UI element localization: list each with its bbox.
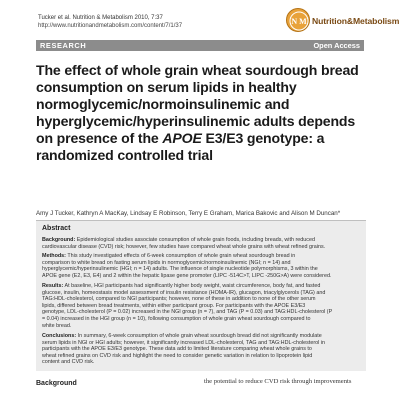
abstract-text: participants with the APOE E3/E3 genotype. These data add to limited literature comparing wheat whole grains to [42,346,312,353]
abstract-heading: Abstract [42,225,71,232]
abstract-text: content and CVD risk. [42,359,95,366]
journal-name: Nutrition&Metabolism [312,16,400,26]
journal-logo [286,8,400,36]
abstract-text: = 0.04) increased in the HGI group (n = 10), following consumption of whole grain wheat sourdough compared to [42,315,311,322]
abstract-text: This study investigated effects of 6-week consumption of whole grain wheat sourdough bread in [65,253,296,259]
abstract-text: hyperglycemic/hyperinsulinemic (HGI; n = 14) adults. The influence of single nucleotide polymorphisms, 3 within the [42,266,318,273]
open-access-label: Open Access [313,41,360,50]
title-line: randomized controlled trial [36,147,213,163]
section-label: Background: [42,237,76,243]
abstract-text: cardiovascular disease (CVD) risk; however, few studies have compared wheat whole grains with wheat refined grains. [42,243,326,250]
body-section-heading: Background [36,380,77,387]
title-line: consumption on serum lipids in healthy [36,79,297,95]
abstract-text: At baseline, HGI participants had significantly higher body weight, waist circumference, body fat, and fasted [63,283,321,289]
abstract-box [36,220,366,371]
abstract-text: glucose, insulin, homeostasis model assessment of insulin resistance (HOMA-IR), glucagon, triacylglycerols (TAG) and [42,289,326,296]
body-text-right-column: the potential to reduce CVD risk through improvements [204,378,352,385]
article-title [36,62,366,164]
title-fragment: E3/E3 genotype: a [201,130,325,146]
title-fragment: on presence of the [36,130,163,146]
title-line: hyperglycemic/hyperinsulinemic adults depends [36,113,356,129]
article-type-label: RESEARCH [40,41,87,50]
abstract-text: white bread. [42,322,72,329]
article-url-link[interactable]: http://www.nutritionandmetabolism.com/content/7/1/37 [38,23,183,29]
abstract-text: genotype, LDL-cholesterol (P = 0.02) increased in the NGI group (n = 7), and TAG (P = 0.03) and TAG:HDL-cholesterol (P [42,309,333,316]
abstract-background [42,237,360,250]
abstract-text: In summary, 6-week consumption of whole grain wheat sourdough bread did not significantly modulate [76,333,322,339]
journal-seal-icon [286,8,310,32]
abstract-text: Epidemiological studies associate consumption of whole grain foods, including breads, with reduced [75,237,315,243]
article-type-banner [36,40,364,51]
abstract-results [42,283,360,329]
citation-header [38,14,182,30]
section-label: Conclusions: [42,333,77,339]
abstract-text: serum lipids in NGI or HGI adults; however, it significantly increased LDL-cholesterol, TAG and TAG:HDL-cholesterol in [42,339,326,346]
abstract-methods [42,253,360,279]
section-label: Methods: [42,253,66,259]
author-list: Amy J Tucker, Kathryn A MacKay, Lindsay E Robinson, Terry E Graham, Marica Bakovic and Alison M Duncan* [36,210,341,217]
abstract-text: lipids, differed between bread treatments, within either participant group. For participants with the APOE E3/E3 [42,302,306,309]
abstract-text: TAG:HDL-cholesterol, compared to NGI participants; however, none of these in addition to none of the other serum [42,296,316,303]
title-line: The effect of whole grain wheat sourdough bread [36,62,359,78]
citation-text: Tucker et al. Nutrition & Metabolism 2010, 7:37 [38,15,163,21]
abstract-text: APOE gene (E2, E3, E4) and 2 within the hepatic lipase gene promoter (LIPC -514C>T, LIPC -250G>A) were considered. [42,272,332,279]
abstract-text: wheat refined grains on CVD risk and highlight the need to consider genetic variation in relation to lipoprotein lipid [42,352,313,359]
title-line [36,130,366,147]
title-line: normoglycemic/normoinsulinemic and [36,96,290,112]
title-gene-italic: APOE [162,130,202,146]
abstract-conclusions [42,333,360,366]
section-label: Results: [42,283,64,289]
journal-seal-letters: N M [291,17,307,26]
abstract-text: comparison to white bread on fasting serum lipids in normoglycemic/normoinsulinemic (NGI; n = 14) and [42,259,291,266]
